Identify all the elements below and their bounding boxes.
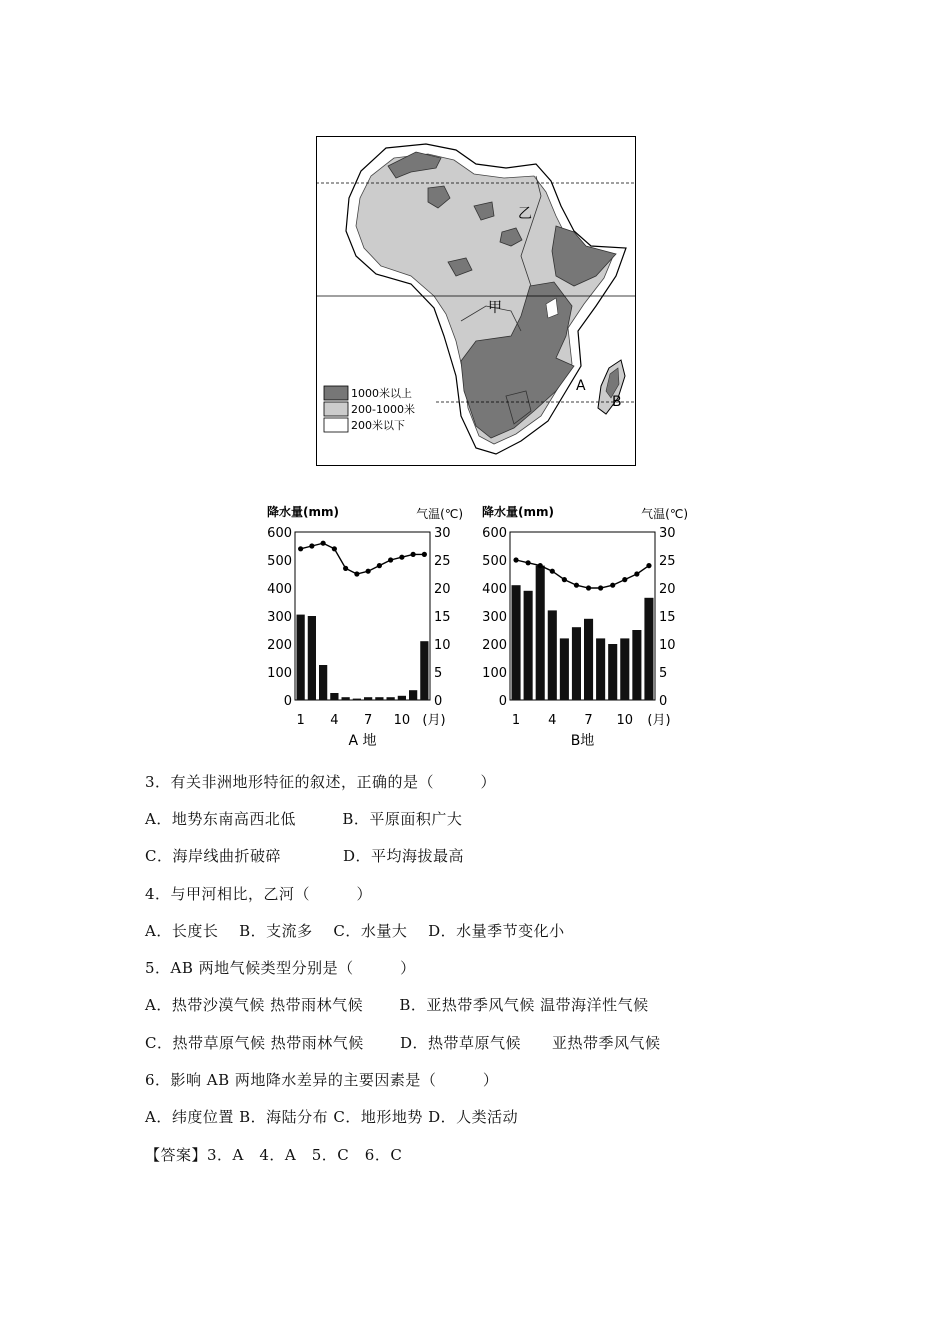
question-3-options-cd: C．海岸线曲折破碎 D．平均海拔最高 [145, 847, 465, 865]
temp-tick-label: 10 [659, 638, 676, 653]
precip-tick-label: 400 [267, 582, 292, 597]
temperature-point [399, 555, 404, 560]
precipitation-bar [584, 619, 593, 700]
precipitation-axis-label: 降水量(mm) [267, 505, 339, 519]
temp-tick-label: 30 [434, 526, 451, 541]
question-4: 4．与甲河相比，乙河（ ） [145, 885, 373, 903]
temperature-point [610, 583, 615, 588]
temperature-line [301, 543, 425, 574]
temperature-axis-label: 气温(℃) [416, 507, 463, 521]
precipitation-bar [409, 690, 417, 700]
precipitation-bar [308, 616, 316, 700]
precip-tick-label: 0 [498, 694, 507, 709]
temperature-point [622, 577, 627, 582]
temp-tick-label: 20 [659, 582, 676, 597]
temp-tick-label: 20 [434, 582, 451, 597]
question-5-options-cd: C．热带草原气候 热带雨林气候 D．热带草原气候 亚热带季风气候 [145, 1034, 661, 1052]
temperature-point [298, 546, 303, 551]
climate-chart-b [470, 500, 690, 755]
precipitation-axis-label: 降水量(mm) [482, 505, 554, 519]
temperature-point [343, 566, 348, 571]
temperature-point [354, 571, 359, 576]
precipitation-bar [364, 697, 372, 700]
precipitation-bar [548, 610, 557, 700]
label-jia: 甲 [488, 300, 502, 316]
question-5: 5．AB 两地气候类型分别是（ ） [145, 959, 416, 977]
precip-tick-label: 200 [482, 638, 507, 653]
month-tick-label: 1 [511, 713, 521, 728]
month-tick-label: 4 [548, 713, 557, 728]
question-5-options-ab: A．热带沙漠气候 热带雨林气候 B．亚热带季风气候 温带海洋性气候 [145, 996, 649, 1014]
answer-line: 【答案】3．A 4．A 5．C 6．C [145, 1146, 403, 1164]
temperature-point [422, 552, 427, 557]
precip-tick-label: 600 [267, 526, 292, 541]
precip-tick-label: 100 [482, 666, 507, 681]
temperature-point [332, 546, 337, 551]
precipitation-bar [353, 699, 361, 700]
label-b: B [612, 394, 622, 410]
precipitation-bar [342, 697, 350, 700]
precipitation-bar [319, 665, 327, 700]
precipitation-bar [398, 696, 406, 700]
temperature-point [562, 577, 567, 582]
month-tick-label: 7 [584, 713, 593, 728]
temperature-point [321, 541, 326, 546]
temperature-point [586, 585, 591, 590]
temp-tick-label: 0 [434, 694, 443, 709]
legend-label-2: 200-1000米 [351, 403, 415, 416]
precipitation-bar [524, 591, 533, 700]
question-3-options-ab: A．地势东南高西北低 B．平原面积广大 [145, 810, 463, 828]
precipitation-bar [387, 697, 395, 700]
temp-tick-label: 10 [434, 638, 451, 653]
temperature-point [377, 563, 382, 568]
temp-tick-label: 15 [659, 610, 676, 625]
precip-tick-label: 600 [482, 526, 507, 541]
label-a: A [576, 378, 586, 394]
label-yi: 乙 [518, 206, 532, 222]
precip-tick-label: 500 [482, 554, 507, 569]
temperature-point [574, 583, 579, 588]
temperature-point [309, 543, 314, 548]
precipitation-bar [620, 638, 629, 700]
precip-tick-label: 0 [283, 694, 292, 709]
precipitation-bar [644, 598, 653, 700]
legend-label-1: 1000米以上 [351, 387, 412, 400]
climate-chart-a [255, 500, 465, 755]
map-legend [324, 386, 415, 432]
temp-tick-label: 30 [659, 526, 676, 541]
precipitation-bar [632, 630, 641, 700]
temp-tick-label: 25 [434, 554, 451, 569]
temperature-axis-label: 气温(℃) [641, 507, 688, 521]
legend-label-3: 200米以下 [351, 419, 405, 432]
month-tick-label: 10 [616, 713, 634, 728]
question-6: 6．影响 AB 两地降水差异的主要因素是（ ） [145, 1071, 499, 1089]
chart-title: B地 [570, 733, 595, 749]
temp-tick-label: 0 [659, 694, 668, 709]
temperature-point [526, 560, 531, 565]
month-tick-label: 4 [330, 713, 339, 728]
temperature-point [550, 569, 555, 574]
precipitation-bar [560, 638, 569, 700]
precip-tick-label: 500 [267, 554, 292, 569]
temperature-point [598, 585, 603, 590]
month-unit-label: (月) [422, 713, 446, 728]
question-6-options: A．纬度位置 B．海陆分布 C．地形地势 D．人类活动 [145, 1108, 519, 1126]
precip-tick-label: 200 [267, 638, 292, 653]
temperature-point [646, 563, 651, 568]
precipitation-bar [608, 644, 617, 700]
question-4-options: A．长度长 B．支流多 C．水量大 D．水量季节变化小 [145, 922, 565, 940]
precip-tick-label: 400 [482, 582, 507, 597]
month-tick-label: 1 [296, 713, 305, 728]
africa-relief-map [316, 136, 636, 466]
temperature-point [513, 557, 518, 562]
month-tick-label: 7 [363, 713, 373, 728]
precipitation-bar [297, 615, 305, 700]
temp-tick-label: 5 [659, 666, 668, 681]
precipitation-bar [420, 641, 428, 700]
precip-tick-label: 300 [482, 610, 507, 625]
question-3: 3．有关非洲地形特征的叙述，正确的是（ ） [145, 773, 497, 791]
precipitation-bar [572, 627, 581, 700]
temperature-point [388, 557, 393, 562]
precipitation-bar [330, 693, 338, 700]
temperature-point [366, 569, 371, 574]
temperature-point [538, 563, 543, 568]
chart-title: A 地 [348, 733, 377, 749]
precip-tick-label: 100 [267, 666, 292, 681]
temp-tick-label: 15 [434, 610, 451, 625]
temp-tick-label: 5 [434, 666, 443, 681]
precipitation-bar [512, 585, 521, 700]
month-unit-label: (月) [647, 713, 671, 728]
temperature-point [634, 571, 639, 576]
precipitation-bar [375, 697, 383, 700]
precipitation-bar [596, 638, 605, 700]
precip-tick-label: 300 [267, 610, 292, 625]
temp-tick-label: 25 [659, 554, 676, 569]
precipitation-bar [536, 566, 545, 700]
temperature-point [411, 552, 416, 557]
month-tick-label: 10 [393, 713, 411, 728]
